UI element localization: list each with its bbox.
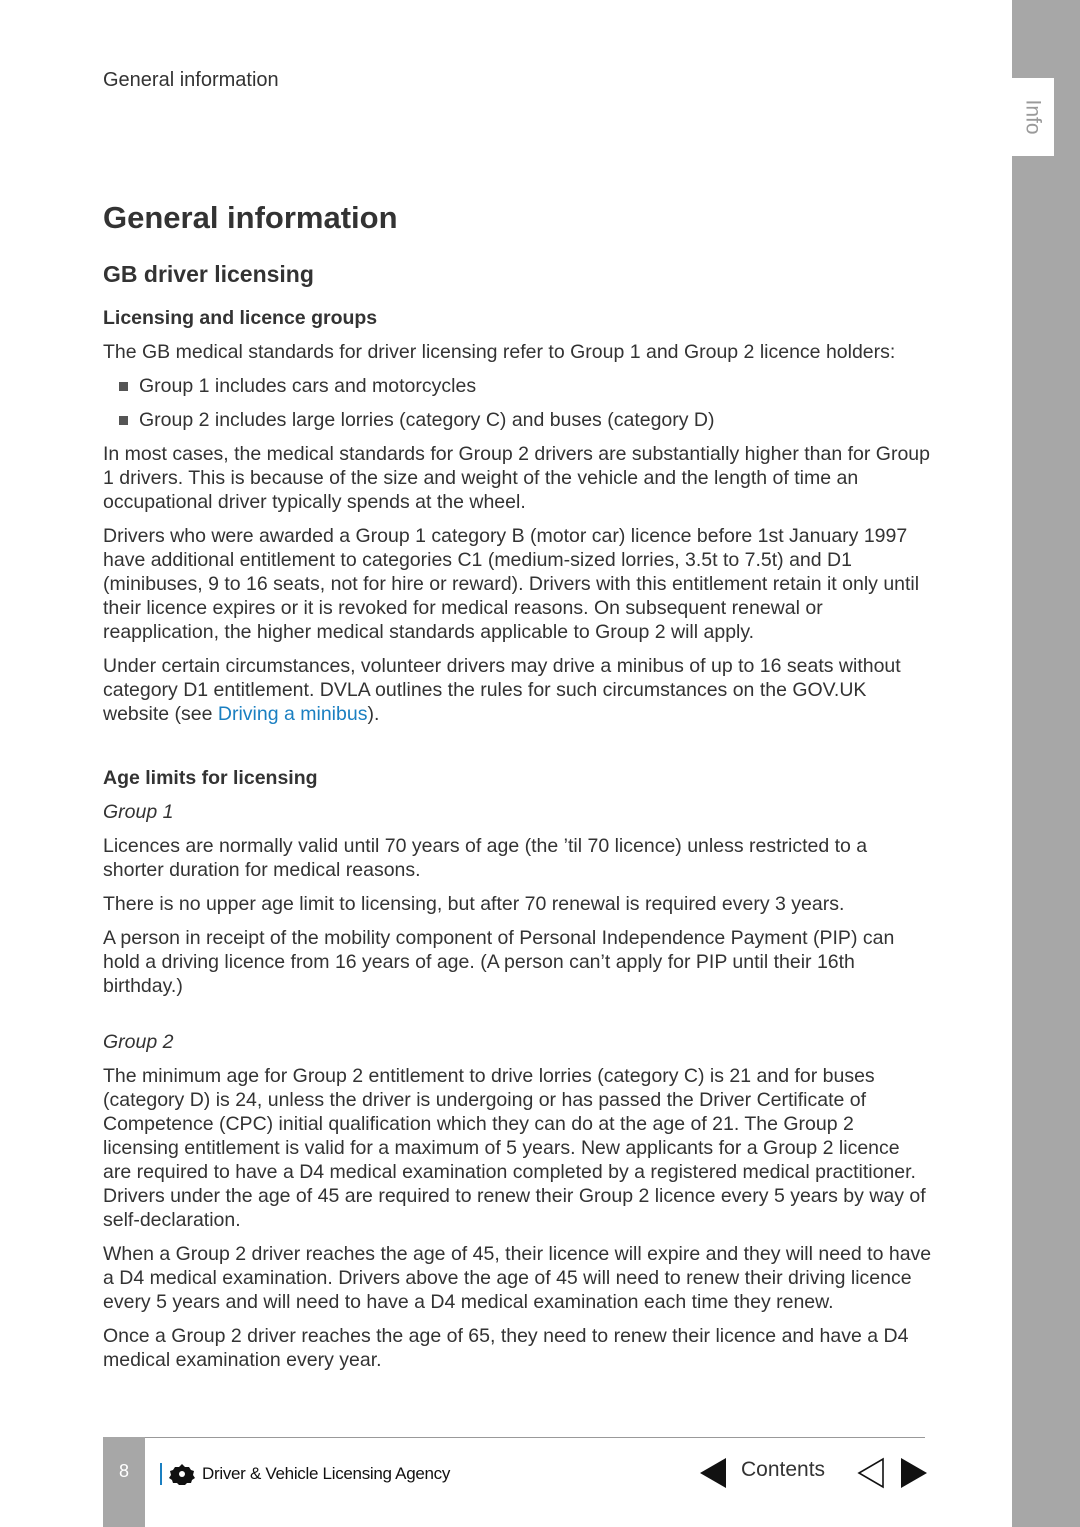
driving-a-minibus-link[interactable]: Driving a minibus: [217, 703, 368, 725]
group-2-heading: Group 2: [103, 1031, 174, 1053]
list-item: [119, 408, 933, 432]
previous-page-icon[interactable]: [698, 1457, 728, 1489]
info-tab-label: Info: [1022, 99, 1045, 135]
licence-groups-list: [119, 374, 933, 432]
royal-crest-icon: [168, 1462, 196, 1486]
group-2-paragraph: When a Group 2 driver reaches the age of 45, their licence will expire and they will need to have a D4 medical examination. Drivers above the age of 45 will need to renew their driving licence every 5 years and will need to have a D4 medical examination each time they renew.: [103, 1243, 932, 1313]
group-2-paragraph: The minimum age for Group 2 entitlement to drive lorries (category C) is 21 and for buses (category D) is 24, unless the driver is undergoing or has passed the Driver Certificate of Competence (CPC) initial qualification which they can do at the age of 21. The Group 2 licensing entitlement is valid for a maximum of 5 years. New applicants for a Group 2 licence are required to have a D4 medical examination completed by a registered medical practitioner. Drivers under the age of 45 are required to renew their Group 2 licence every 5 years by way of self-declaration.: [103, 1065, 926, 1231]
agency-name: Driver & Vehicle Licensing Agency: [202, 1464, 451, 1483]
list-item-text: Group 1 includes cars and motorcycles: [139, 375, 477, 397]
group-2-paragraph: Once a Group 2 driver reaches the age of 65, they need to renew their licence and have a D4 medical examination every year.: [103, 1325, 909, 1371]
group-1-heading: Group 1: [103, 801, 174, 823]
paragraph-text: Under certain circumstances, volunteer drivers may drive a minibus of up to 16 seats without category D1 entitlement. DVLA outlines the rules for such circumstances on the GOV.UK website (see: [103, 655, 901, 725]
contents-link[interactable]: Contents: [741, 1458, 826, 1481]
dvla-logo: [160, 1461, 450, 1487]
licensing-paragraph-1: In most cases, the medical standards for Group 2 drivers are substantially higher than for Group 1 drivers. This is because of the size and weight of the vehicle and the length of time an occupational driver typically spends at the wheel.: [103, 443, 930, 513]
licensing-paragraph-3: [103, 654, 933, 726]
running-header: General information: [103, 69, 279, 91]
info-tab[interactable]: [1012, 78, 1054, 156]
next-page-icon[interactable]: [899, 1457, 929, 1489]
group-1-paragraph: A person in receipt of the mobility component of Personal Independence Payment (PIP) can hold a driving licence from 16 years of age. (A person can’t apply for PIP until their 16th birthday.): [103, 927, 895, 997]
square-bullet-icon: [119, 416, 128, 425]
section-heading: GB driver licensing: [103, 261, 314, 287]
footer-divider: [145, 1437, 925, 1438]
paragraph-text: ).: [367, 703, 380, 725]
licensing-heading: Licensing and licence groups: [103, 307, 378, 329]
back-icon[interactable]: [856, 1457, 886, 1489]
side-bar: [1012, 0, 1080, 1527]
logo-divider: [160, 1463, 162, 1485]
group-1-paragraph: There is no upper age limit to licensing, but after 70 renewal is required every 3 years.: [103, 893, 845, 915]
licensing-paragraph-2: Drivers who were awarded a Group 1 category B (motor car) licence before 1st January 1997 have additional entitlement to categories C1 (medium-sized lorries, 3.5t to 7.5t) and D1 (minibuses, 9 to 16 seats, not for hire or reward). Drivers with this entitlement retain it only until their licence expires or it is revoked for medical reasons. On subsequent renewal or reapplication, the higher medical standards applicable to Group 2 will apply.: [103, 525, 920, 643]
main-content: [103, 196, 933, 1372]
licensing-intro: The GB medical standards for driver licensing refer to Group 1 and Group 2 licence holders:: [103, 341, 896, 363]
page-title: General information: [103, 200, 398, 235]
square-bullet-icon: [119, 382, 128, 391]
list-item-text: Group 2 includes large lorries (category C) and buses (category D): [139, 409, 715, 431]
page-number: 8: [103, 1437, 145, 1527]
age-limits-heading: Age limits for licensing: [103, 767, 318, 789]
group-1-paragraph: Licences are normally valid until 70 years of age (the ’til 70 licence) unless restricted to a shorter duration for medical reasons.: [103, 835, 868, 881]
list-item: [119, 374, 933, 398]
